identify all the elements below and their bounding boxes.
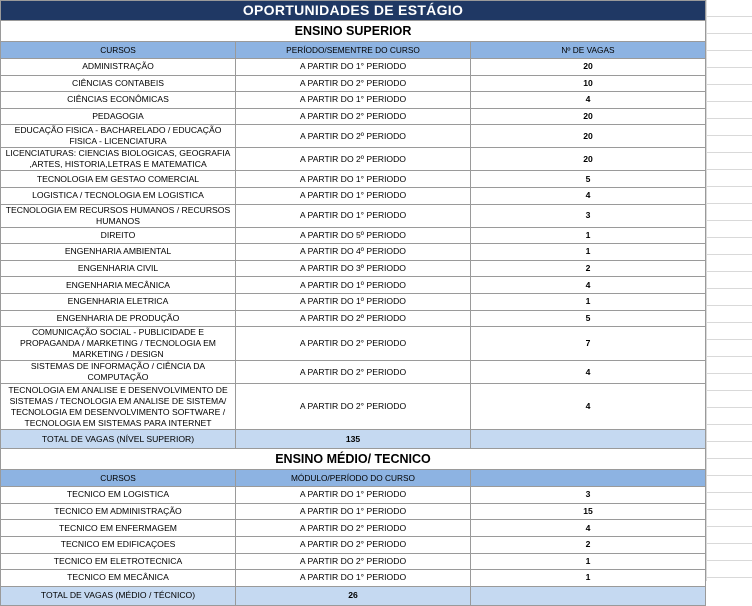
table-row	[1, 59, 706, 76]
course-cell[interactable]: TECNICO EM ADMINISTRAÇÃO	[1, 503, 236, 520]
vacancies-cell[interactable]: 4	[471, 277, 706, 294]
total-label-superior[interactable]: TOTAL DE VAGAS (NÍVEL SUPERIOR)	[1, 430, 236, 449]
vacancies-cell[interactable]: 1	[471, 227, 706, 244]
vacancies-cell[interactable]: 3	[471, 204, 706, 227]
table-row	[1, 75, 706, 92]
vacancies-cell[interactable]: 2	[471, 260, 706, 277]
course-cell[interactable]: DIREITO	[1, 227, 236, 244]
table-row	[1, 536, 706, 553]
period-cell[interactable]: A PARTIR DO 1° PERIODO	[236, 187, 471, 204]
page-title[interactable]: OPORTUNIDADES DE ESTÁGIO	[1, 1, 706, 21]
total-empty-cell[interactable]	[471, 586, 706, 605]
period-cell[interactable]: A PARTIR DO 2º PERIODO	[236, 148, 471, 171]
table-row	[1, 327, 706, 361]
course-cell[interactable]: ENGENHARIA AMBIENTAL	[1, 244, 236, 261]
vacancies-cell[interactable]: 20	[471, 59, 706, 76]
section-title-medio[interactable]: ENSINO MÉDIO/ TECNICO	[1, 449, 706, 470]
vacancies-cell[interactable]: 20	[471, 148, 706, 171]
vacancies-cell[interactable]: 3	[471, 487, 706, 504]
course-cell[interactable]: COMUNICAÇÃO SOCIAL - PUBLICIDADE E PROPAGANDA / MARKETING / TECNOLOGIA EM MARKETING / DESIGN	[1, 327, 236, 361]
section-row-medio	[1, 449, 706, 470]
course-cell[interactable]: TECNICO EM EDIFICAÇOES	[1, 536, 236, 553]
total-row-superior	[1, 430, 706, 449]
total-value-superior[interactable]: 135	[236, 430, 471, 449]
course-cell[interactable]: ADMINISTRAÇÃO	[1, 59, 236, 76]
vacancies-cell[interactable]: 1	[471, 244, 706, 261]
period-cell[interactable]: A PARTIR DO 2° PERIODO	[236, 361, 471, 384]
period-cell[interactable]: A PARTIR DO 2° PERIODO	[236, 327, 471, 361]
header-periodo[interactable]: PERÍODO/SEMENTRE DO CURSO	[236, 42, 471, 59]
course-cell[interactable]: LICENCIATURAS: CIENCIAS BIOLOGICAS, GEOGRAFIA ,ARTES, HISTORIA,LETRAS E MATEMATICA	[1, 148, 236, 171]
header-cursos[interactable]: CURSOS	[1, 42, 236, 59]
course-cell[interactable]: CIÊNCIAS ECONÔMICAS	[1, 92, 236, 109]
table-row	[1, 187, 706, 204]
table-row	[1, 277, 706, 294]
header-cursos-medio[interactable]: CURSOS	[1, 470, 236, 487]
course-cell[interactable]: TECNOLOGIA EM GESTAO COMERCIAL	[1, 171, 236, 188]
table-row	[1, 487, 706, 504]
period-cell[interactable]: A PARTIR DO 2° PERIODO	[236, 520, 471, 537]
period-cell[interactable]: A PARTIR DO 2° PERIODO	[236, 75, 471, 92]
table-row	[1, 293, 706, 310]
course-cell[interactable]: ENGENHARIA ELETRICA	[1, 293, 236, 310]
period-cell[interactable]: A PARTIR DO 2º PERIODO	[236, 125, 471, 148]
table-row	[1, 260, 706, 277]
vacancies-cell[interactable]: 1	[471, 570, 706, 587]
vacancies-cell[interactable]: 4	[471, 520, 706, 537]
period-cell[interactable]: A PARTIR DO 2° PERIODO	[236, 384, 471, 430]
period-cell[interactable]: A PARTIR DO 1° PERIODO	[236, 503, 471, 520]
table-row	[1, 171, 706, 188]
title-row	[1, 1, 706, 21]
total-value-medio[interactable]: 26	[236, 586, 471, 605]
table-row	[1, 520, 706, 537]
course-cell[interactable]: ENGENHARIA DE PRODUÇÃO	[1, 310, 236, 327]
course-cell[interactable]: CIÊNCIAS CONTABEIS	[1, 75, 236, 92]
total-label-medio[interactable]: TOTAL DE VAGAS (MÉDIO / TÉCNICO)	[1, 586, 236, 605]
period-cell[interactable]: A PARTIR DO 3º PERIODO	[236, 260, 471, 277]
vacancies-cell[interactable]: 4	[471, 361, 706, 384]
course-cell[interactable]: ENGENHARIA MECÂNICA	[1, 277, 236, 294]
period-cell[interactable]: A PARTIR DO 4º PERIODO	[236, 244, 471, 261]
table-row	[1, 553, 706, 570]
course-cell[interactable]: TECNICO EM ENFERMAGEM	[1, 520, 236, 537]
vacancies-cell[interactable]: 7	[471, 327, 706, 361]
vacancies-cell[interactable]: 1	[471, 553, 706, 570]
period-cell[interactable]: A PARTIR DO 2° PERIODO	[236, 536, 471, 553]
table-row	[1, 108, 706, 125]
total-row-medio	[1, 586, 706, 605]
table-row	[1, 244, 706, 261]
course-cell[interactable]: EDUCAÇÃO FISICA - BACHARELADO / EDUCAÇÃO FISICA - LICENCIATURA	[1, 125, 236, 148]
table-row	[1, 361, 706, 384]
period-cell[interactable]: A PARTIR DO 1° PERIODO	[236, 487, 471, 504]
vacancies-cell[interactable]: 4	[471, 384, 706, 430]
course-cell[interactable]: TECNOLOGIA EM ANALISE E DESENVOLVIMENTO DE SISTEMAS / TECNOLOGIA EM ANALISE DE SISTEMA/ TECNOLOGIA EM DESENVOLVIMENTO SOFTWARE / TECNOLOGIA EM SISTEMAS PARA INTERNET	[1, 384, 236, 430]
period-cell[interactable]: A PARTIR DO 1° PERIODO	[236, 59, 471, 76]
period-cell[interactable]: A PARTIR DO 1° PERIODO	[236, 92, 471, 109]
vacancies-cell[interactable]: 5	[471, 310, 706, 327]
course-cell[interactable]: TECNICO EM MECÂNICA	[1, 570, 236, 587]
vacancies-cell[interactable]: 20	[471, 125, 706, 148]
course-cell[interactable]: LOGISTICA / TECNOLOGIA EM LOGISTICA	[1, 187, 236, 204]
vacancies-cell[interactable]: 5	[471, 171, 706, 188]
period-cell[interactable]: A PARTIR DO 2° PERIODO	[236, 553, 471, 570]
period-cell[interactable]: A PARTIR DO 1° PERIODO	[236, 570, 471, 587]
table-row	[1, 92, 706, 109]
period-cell[interactable]: A PARTIR DO 1º PERIODO	[236, 293, 471, 310]
period-cell[interactable]: A PARTIR DO 1° PERIODO	[236, 204, 471, 227]
section-row-superior	[1, 21, 706, 42]
table-row	[1, 310, 706, 327]
table-row	[1, 570, 706, 587]
vacancies-cell[interactable]: 4	[471, 92, 706, 109]
header-row-medio	[1, 470, 706, 487]
period-cell[interactable]: A PARTIR DO 1º PERIODO	[236, 277, 471, 294]
course-cell[interactable]: TECNOLOGIA EM RECURSOS HUMANOS / RECURSOS HUMANOS	[1, 204, 236, 227]
course-cell[interactable]: ENGENHARIA CIVIL	[1, 260, 236, 277]
period-cell[interactable]: A PARTIR DO 5º PERIODO	[236, 227, 471, 244]
vacancies-cell[interactable]: 20	[471, 108, 706, 125]
table-row	[1, 503, 706, 520]
table-row	[1, 384, 706, 430]
empty-grid-column	[706, 0, 752, 581]
header-vagas[interactable]: Nº DE VAGAS	[471, 42, 706, 59]
vacancies-cell[interactable]: 1	[471, 293, 706, 310]
total-empty-cell[interactable]	[471, 430, 706, 449]
section-title-superior[interactable]: ENSINO SUPERIOR	[1, 21, 706, 42]
course-cell[interactable]: TECNICO EM LOGISTICA	[1, 487, 236, 504]
vacancies-cell[interactable]: 4	[471, 187, 706, 204]
course-cell[interactable]: PEDAGOGIA	[1, 108, 236, 125]
header-vagas-medio[interactable]	[471, 470, 706, 487]
period-cell[interactable]: A PARTIR DO 1° PERIODO	[236, 171, 471, 188]
vacancies-cell[interactable]: 2	[471, 536, 706, 553]
table-row	[1, 204, 706, 227]
period-cell[interactable]: A PARTIR DO 2° PERIODO	[236, 108, 471, 125]
period-cell[interactable]: A PARTIR DO 2º PERIODO	[236, 310, 471, 327]
vacancies-cell[interactable]: 10	[471, 75, 706, 92]
table-row	[1, 125, 706, 148]
course-cell[interactable]: SISTEMAS DE INFORMAÇÃO / CIÊNCIA DA COMPUTAÇÃO	[1, 361, 236, 384]
course-cell[interactable]: TECNICO EM ELETROTECNICA	[1, 553, 236, 570]
vacancies-cell[interactable]: 15	[471, 503, 706, 520]
table-row	[1, 227, 706, 244]
table-row	[1, 148, 706, 171]
header-row-superior	[1, 42, 706, 59]
header-modulo-medio[interactable]: MÓDULO/PERÍODO DO CURSO	[236, 470, 471, 487]
